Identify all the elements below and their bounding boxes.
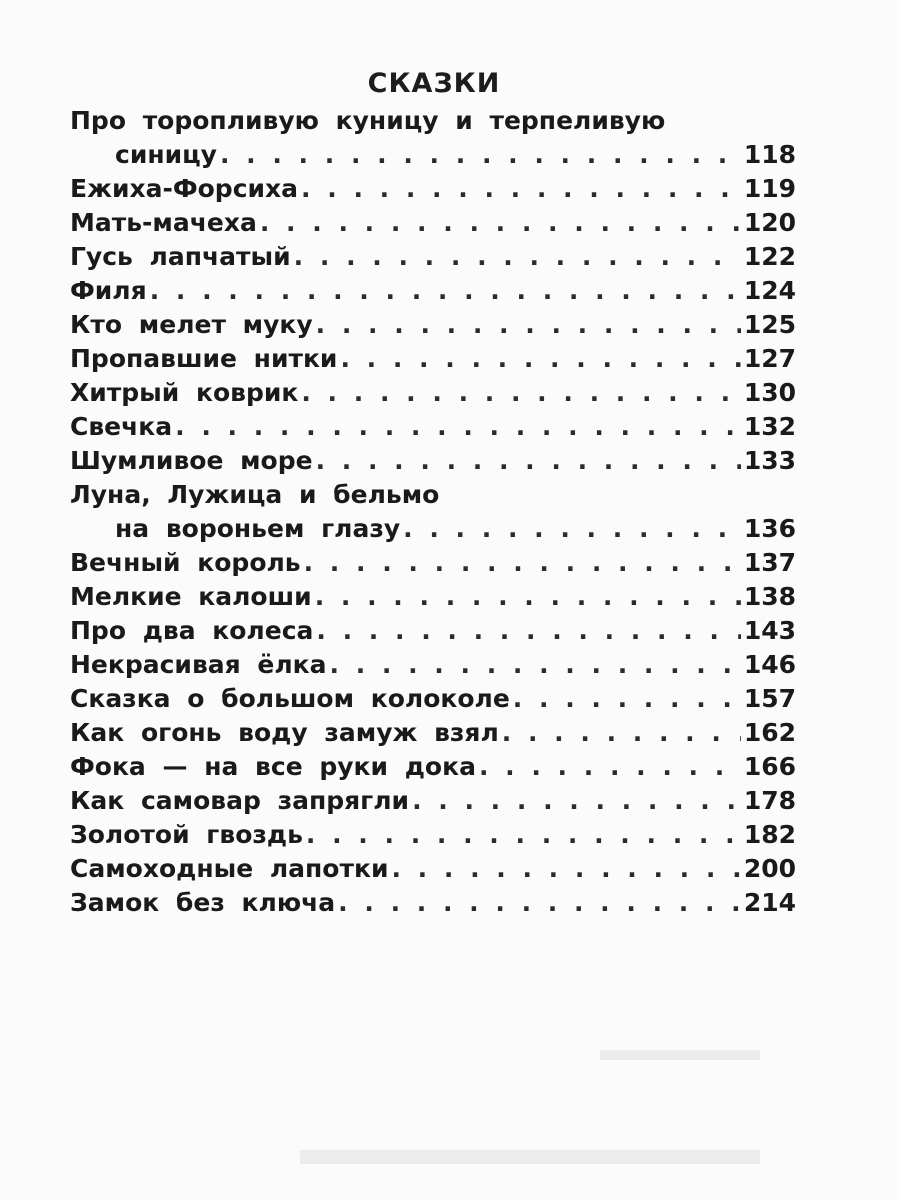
toc-entry-title: Кто мелет муку: [70, 310, 313, 339]
dot-leader: [340, 342, 740, 376]
toc-entry[interactable]: [70, 376, 796, 410]
toc-entry[interactable]: [70, 580, 796, 614]
dot-leader: [316, 308, 741, 342]
bleed-through-mark: [300, 1150, 760, 1164]
toc-entry-page: 125: [743, 310, 796, 339]
toc-entry-title: Ежиха-Форсиха: [70, 174, 299, 203]
toc-entry-page: 143: [743, 616, 796, 645]
toc-entry-title: Пропавшие нитки: [70, 344, 338, 373]
dot-leader: [338, 886, 741, 920]
toc-entry[interactable]: [70, 682, 796, 716]
toc-entry-page: 136: [743, 514, 796, 543]
toc-entry-title: Мелкие калоши: [70, 582, 312, 611]
dot-leader: [502, 716, 741, 750]
toc-entry-page: 162: [743, 718, 796, 747]
toc-entry-title: Замок без ключа: [70, 888, 336, 917]
toc-entry-page: 146: [743, 650, 796, 679]
toc-entry-page: 132: [743, 412, 796, 441]
toc-entry-page: 130: [743, 378, 796, 407]
dot-leader: [316, 614, 740, 648]
dot-leader: [412, 784, 741, 818]
toc-entry-first-line: Луна, Лужица и бельмо: [70, 480, 440, 509]
toc-entry-title: Фока — на все руки дока: [70, 752, 476, 781]
toc-entry-title: Шумливое море: [70, 446, 313, 475]
toc-entry-page: 120: [743, 208, 796, 237]
toc-entry-title: на вороньем глазу: [115, 514, 401, 543]
dot-leader: [175, 410, 741, 444]
toc-entry-title: Хитрый коврик: [70, 378, 299, 407]
toc-entry[interactable]: [70, 648, 796, 682]
toc-entry[interactable]: [70, 546, 796, 580]
dot-leader: [294, 240, 741, 274]
dot-leader: [260, 206, 741, 240]
dot-leader: [391, 852, 740, 886]
toc-entry-page: 118: [743, 140, 796, 169]
toc-entry-page: 124: [743, 276, 796, 305]
toc-entry[interactable]: [70, 308, 796, 342]
toc-entry[interactable]: [70, 784, 796, 818]
toc-entry[interactable]: [70, 172, 796, 206]
toc-entry-title: Некрасивая ёлка: [70, 650, 327, 679]
dot-leader: [479, 750, 741, 784]
toc-entry-title: Мать-мачеха: [70, 208, 257, 237]
dot-leader: [330, 648, 741, 682]
toc-entry-title: Вечный король: [70, 548, 301, 577]
toc-entry-title: Самоходные лапотки: [70, 854, 389, 883]
toc-entry-page: 133: [743, 446, 796, 475]
toc-entry-page: 166: [743, 752, 796, 781]
toc-entry-page: 182: [743, 820, 796, 849]
toc-entry-title: синицу: [115, 140, 217, 169]
toc-entry[interactable]: [70, 206, 796, 240]
toc-entry[interactable]: [70, 342, 796, 376]
toc-entry[interactable]: [70, 852, 796, 886]
toc-entry[interactable]: [70, 240, 796, 274]
toc-entry[interactable]: [70, 138, 796, 172]
bleed-through-mark: [600, 1050, 760, 1060]
toc-entry-page: 119: [743, 174, 796, 203]
dot-leader: [304, 546, 741, 580]
toc-entry[interactable]: [70, 750, 796, 784]
toc-entry[interactable]: [70, 614, 796, 648]
toc-entry-page: 214: [743, 888, 796, 917]
toc-entry[interactable]: [70, 444, 796, 478]
dot-leader: [301, 376, 740, 410]
dot-leader: [403, 512, 741, 546]
dot-leader: [316, 444, 741, 478]
section-heading: СКАЗКИ: [367, 68, 501, 99]
toc-entry-page: 127: [743, 344, 796, 373]
toc-entry[interactable]: [70, 886, 796, 920]
toc-entry-page: 137: [743, 548, 796, 577]
toc-entry-title: Филя: [70, 276, 147, 305]
toc-entry-title: Золотой гвоздь: [70, 820, 303, 849]
toc-entry-first-line: Про торопливую куницу и терпеливую: [70, 106, 666, 135]
toc-entry-page: 157: [743, 684, 796, 713]
toc-entry[interactable]: [70, 274, 796, 308]
dot-leader: [513, 682, 741, 716]
dot-leader: [220, 138, 741, 172]
dot-leader: [150, 274, 741, 308]
table-of-contents: [70, 104, 796, 920]
toc-entry-title: Как огонь воду замуж взял: [70, 718, 499, 747]
toc-entry[interactable]: [70, 512, 796, 546]
dot-leader: [306, 818, 741, 852]
toc-entry[interactable]: [70, 716, 796, 750]
toc-entry-page: 178: [743, 786, 796, 815]
toc-entry[interactable]: [70, 410, 796, 444]
toc-entry-title: Сказка о большом колоколе: [70, 684, 510, 713]
dot-leader: [315, 580, 741, 614]
dot-leader: [301, 172, 741, 206]
toc-entry-title: Как самовар запрягли: [70, 786, 410, 815]
toc-entry-title: Свечка: [70, 412, 173, 441]
toc-entry[interactable]: [70, 818, 796, 852]
toc-entry-page: 200: [743, 854, 796, 883]
toc-entry-title: Гусь лапчатый: [70, 242, 291, 271]
toc-entry-title: Про два колеса: [70, 616, 314, 645]
toc-entry-page: 122: [743, 242, 796, 271]
toc-entry-page: 138: [743, 582, 796, 611]
